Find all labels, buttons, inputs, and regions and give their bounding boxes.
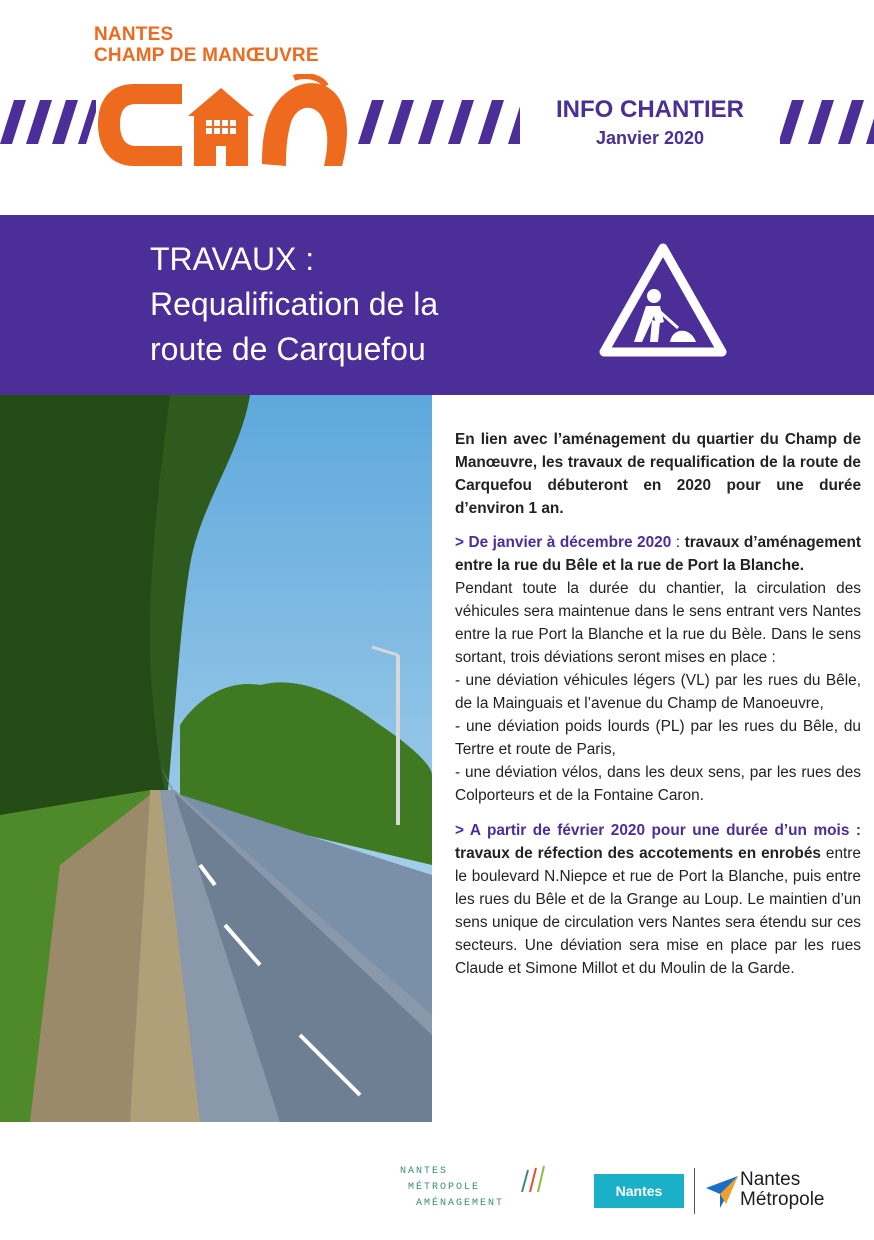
- nantes-metropole-logo: [706, 1168, 866, 1214]
- nm-line-1: Nantes: [740, 1169, 801, 1190]
- nantes-metropole-text: [740, 1170, 825, 1210]
- section-2-body: entre le boulevard N.Niepce et rue de Port la Blanche, puis entre les rues du Bêle et de la Grange au Loup. Le maintien d’un sens unique de circulation vers Nantes sera étendu sur ces secteurs. Une déviation sera mise en place par les rues Claude et Simone Millot et du Moulin de la Garde.: [455, 845, 861, 977]
- nma-line-3: AMÉNAGEMENT: [416, 1198, 505, 1209]
- title-line-3: route de Carquefou: [150, 331, 426, 367]
- vdn-label: Nantes: [615, 1183, 663, 1199]
- title-banner: [0, 215, 874, 395]
- info-chantier-block: [520, 92, 780, 162]
- nm-line-2: Métropole: [740, 1189, 825, 1210]
- intro-paragraph: En lien avec l’aménagement du quartier du Champ de Manœuvre, les travaux de requalification de la route de Carquefou débuteront en 2020 pour une durée d’environ 1 an.: [455, 431, 861, 517]
- footer-logos: [0, 1160, 874, 1220]
- nma-line-1: NANTES: [400, 1166, 449, 1177]
- section-2-paragraph: [455, 819, 861, 980]
- detour-item-velo: - une déviation vélos, dans les deux sens, par les rues des Colporteurs et de la Fontaine Caron.: [455, 764, 861, 804]
- section-2-date: > A partir de février 2020 pour une durée d’un mois :: [455, 822, 861, 839]
- section-1-title: travaux d’aménagement entre la rue du Bêle et la rue de Port la Blanche.: [455, 534, 861, 574]
- cm-logo-icon: [94, 74, 356, 176]
- nma-line-2: MÉTROPOLE: [408, 1182, 481, 1193]
- info-title: INFO CHANTIER: [556, 96, 744, 123]
- nantes-metropole-star-icon: [706, 1176, 738, 1208]
- info-date: Janvier 2020: [595, 128, 705, 148]
- section-1-body: Pendant toute la durée du chantier, la circulation des véhicules sera maintenue dans le sens entrant vers Nantes entre la rue Port la Blanche et la rue du Bèle. Dans le sens sortant, trois déviations seront mises en place :: [455, 580, 861, 666]
- detour-item-pl: - une déviation poids lourds (PL) par les rues du Bêle, du Tertre et route de Paris,: [455, 718, 861, 758]
- ville-de-nantes-logo: [594, 1174, 684, 1208]
- section-1-heading: [455, 531, 861, 577]
- logo-separator: [694, 1168, 695, 1214]
- title-line-2: Requalification de la: [150, 286, 439, 322]
- section-1-separator: :: [671, 534, 685, 551]
- roadwork-warning-icon: [598, 242, 728, 362]
- logo-wordmark: [94, 24, 319, 66]
- logo-line-champ: CHAMP DE MANŒUVRE: [94, 45, 319, 66]
- detour-item-vl: - une déviation véhicules légers (VL) par les rues du Bêle, de la Mainguais et l’avenue du Champ de Manoeuvre,: [455, 672, 861, 712]
- logo-line-nantes: NANTES: [94, 24, 174, 45]
- article-body: [455, 428, 861, 980]
- hazard-stripes-left: [0, 100, 96, 144]
- section-1-date: > De janvier à décembre 2020: [455, 534, 672, 551]
- nantes-metropole-amenagement-logo: [400, 1164, 550, 1216]
- road-photo: [0, 395, 432, 1122]
- title-line-1: TRAVAUX :: [150, 241, 315, 277]
- section-2-title: travaux de réfection des accotements en enrobés: [455, 845, 821, 862]
- page-title: [150, 237, 570, 372]
- slash-marks-icon: [518, 1164, 548, 1194]
